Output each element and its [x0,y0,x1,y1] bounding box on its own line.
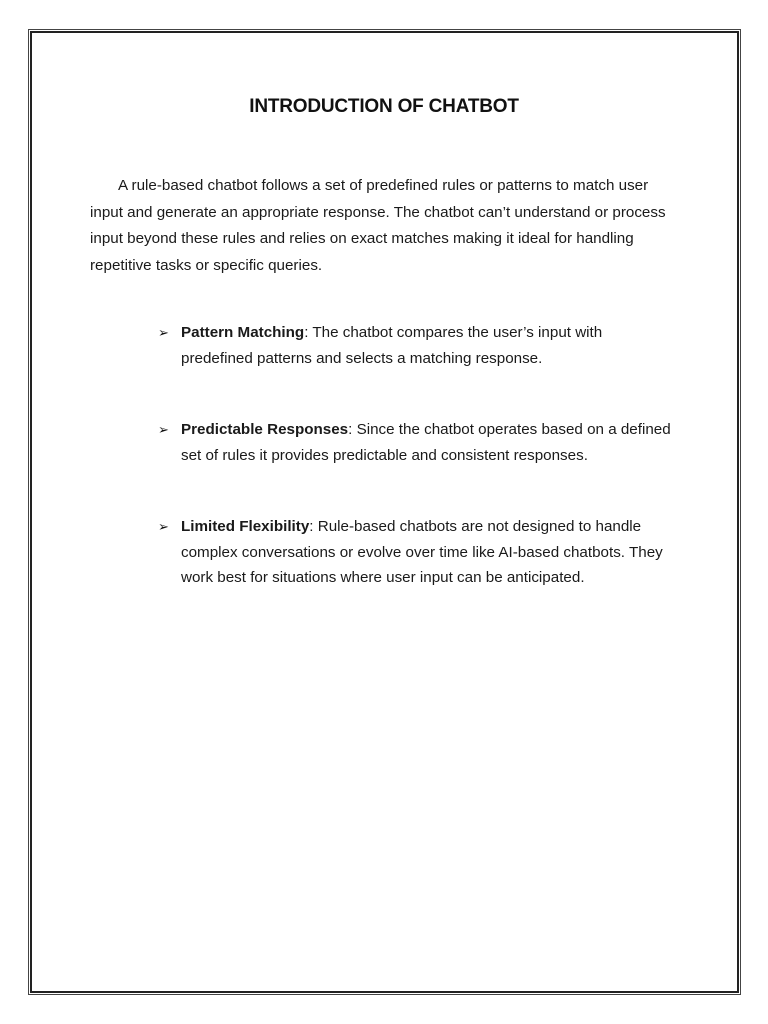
bullet-item-limited-flexibility [158,514,678,591]
page-title: INTRODUCTION OF CHATBOT [249,96,519,117]
bullet-item-predictable-responses [158,417,678,468]
bullet-text: : Rule-based chatbots are not designed to handle complex conversations or evolve over time like AI-based chatbots. They work best for situations where user input can be anticipated. [181,518,663,586]
intro-paragraph: A rule-based chatbot follows a set of predefined rules or patterns to match user input and generate an appropriate response. The chatbot can’t understand or process input beyond these rules and relies on exact matches making it ideal for handling repetitive tasks or specific queries. [90,177,666,274]
bullet-term: Predictable Responses [181,421,349,438]
bullet-text: : The chatbot compares the user’s input with predefined patterns and selects a matching response. [181,324,603,367]
bullet-item-pattern-matching [158,320,678,371]
arrowhead-bullet-icon: ➢ [158,325,169,340]
bullet-term: Pattern Matching [181,324,305,341]
bullet-list [158,320,678,637]
bullet-term: Limited Flexibility [181,518,310,535]
arrowhead-bullet-icon: ➢ [158,422,169,437]
bullet-text: : Since the chatbot operates based on a defined set of rules it provides predictable and consistent responses. [181,421,671,464]
arrowhead-bullet-icon: ➢ [158,519,169,534]
